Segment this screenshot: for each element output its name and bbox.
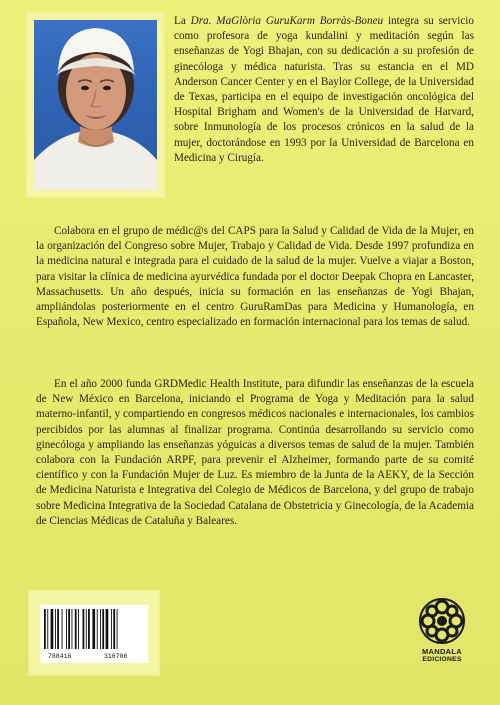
barcode-bar [57, 609, 59, 649]
author-photo [34, 20, 157, 190]
author-photo-frame [28, 14, 163, 196]
barcode-frame [30, 592, 158, 674]
barcode-bar [55, 609, 56, 649]
barcode-bar [106, 609, 109, 649]
barcode-bar [68, 609, 70, 649]
barcode-bars-icon [44, 609, 144, 649]
barcode-bar [117, 609, 118, 649]
barcode-bar [86, 609, 87, 649]
publisher-subtitle: EDICIONES [422, 656, 462, 663]
barcode-bar [113, 609, 115, 649]
barcode-bar [88, 609, 90, 649]
barcode-bar [44, 609, 46, 649]
barcode-bar [83, 609, 85, 649]
barcode-bar [111, 609, 112, 649]
barcode-bar [72, 609, 73, 649]
author-portrait-image [34, 20, 157, 190]
bio-p1-body: integra su servicio como profesora de yoga kundalini y meditación según las enseñanzas de Yogi Bhajan, con su dedicación a su profesión de ginecóloga y médica naturista. Tras su estancia en el MD Anderson Cancer Center y en el Baylor College, de la Universidad de Texas, participa en el equipo de investigación oncológica del Hospital Brigham and Women's de la Universidad de Harvard, sobre Inmunología de los procesos crónicos en la salud de la mujer, doctorándose en 1993 por la Universidad de Barcelona en Medicina y Cirugía. [174, 15, 474, 164]
publisher-name: MANDALA [421, 647, 462, 656]
barcode-bar [97, 609, 98, 649]
bio-p2-body: Colabora en el grupo de médic@s del CAPS para la Salud y Calidad de Vida de la Mujer, en la organización del Congreso sobre Mujer, Trabajo y Calidad de Vida. Desde 1997 profundiza en la medicina natural e integrada para el cuidado de la salud de la mujer. Vuelve a viajar a Boston, para visitar la clínica de medicina ayurvédica fundada por el doctor Deepak Chopra en Lancaster, Massachusetts. Un año después, inicia su formación en las enseñanzas de Yogi Bhajan, ampliándolas posteriormente en el centro GuruRamDas para Medicina y Humanología, en Española, New Mexico, centro especializado en formación internacional para los temas de salud. [36, 225, 474, 329]
barcode-bar [92, 609, 95, 649]
barcode-bar [66, 609, 67, 649]
isbn-barcode [40, 605, 148, 663]
bio-paragraph-3 [36, 377, 474, 529]
mandala-logo-icon [417, 596, 467, 646]
bio-p1-prefix: La [174, 15, 191, 27]
barcode-bar [47, 609, 48, 649]
bio-p3-body: En el año 2000 funda GRDMedic Health Institute, para difundir las enseñanzas de la escuela de New México en Barcelona, iniciando el Programa de Yoga y Meditación para la salud materno-infantil, y compartiendo en congresos médicos nacionales e internacionales, los cambios percibidos por las alumnas al finalizar programa. Continúa desarrollando su servicio como ginecóloga y ampliando las enseñanzas yóguicas a diversos temas de salud de la mujer. También colabora con la Fundación ARPF, para prevenir el Alzheimer, formando parte de su comité científico y con la Fundación Mujer de Luz. Es miembro de la Junta de la AEKY, de la Sección de Medicina Naturista e Integrativa del Colegio de Médicos de Barcelona, y del grupo de trabajo sobre Medicina Integrativa de la Sociedad Catalana de Obstetricia y Ginecología, de la Academia de Ciencias Médicas de Cataluña y Baleares. [36, 378, 474, 527]
barcode-left-digits: 788416 [48, 653, 72, 660]
barcode-bar [102, 609, 104, 649]
barcode-bar [100, 609, 101, 649]
bio-paragraph-2 [36, 224, 474, 330]
bio-paragraph-1 [174, 14, 474, 166]
author-name: Dra. MaGlòria GuruKarm Borràs-Boneu [190, 15, 384, 27]
barcode-bar [62, 609, 63, 649]
publisher-logo [414, 596, 470, 666]
barcode-right-digits: 316786 [104, 653, 128, 660]
barcode-bar [78, 609, 79, 649]
barcode-bar [75, 609, 77, 649]
barcode-bar [51, 609, 54, 649]
